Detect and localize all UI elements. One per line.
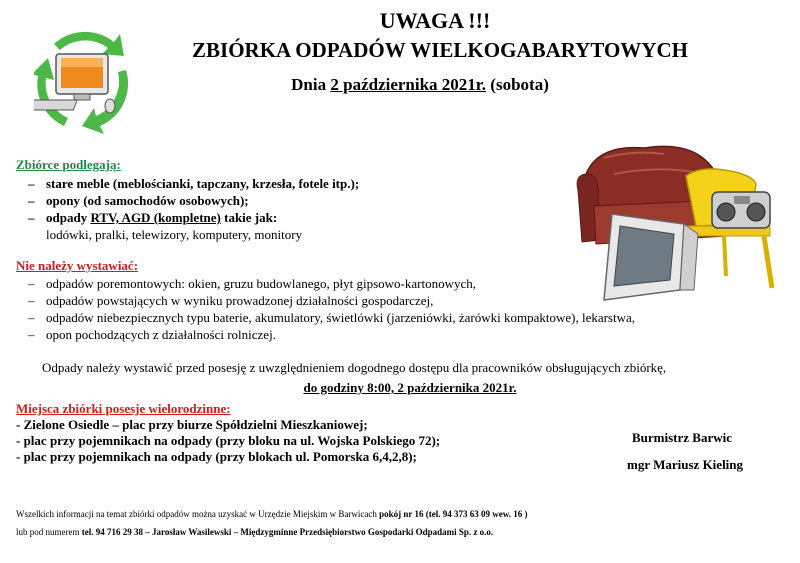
footer-line-1 [16,509,527,519]
date-value: 2 października 2021r. [330,75,487,94]
deadline-text: do godziny 8:00, 2 października 2021r. [303,380,517,395]
list-item: - Zielone Osiedle – plac przy biurze Spółdzielni Mieszkaniowej; [16,417,368,432]
accepted-heading: Zbiórce podlegają: [16,157,121,172]
list-item [28,209,359,226]
accepted-list [28,175,359,243]
footer-line-2 [16,527,493,537]
list-item: – opon pochodzących z działalności rolniczej. [28,326,635,343]
list-item: – stare meble (meblościanki, tapczany, krzesła, fotele itp.); [28,175,359,192]
list-item: - plac przy pojemnikach na odpady (przy bloku na ul. Wojska Polskiego 72); [16,433,441,448]
footer-info-text: Wszelkich informacji na temat zbiórki odpadów można uzyskać w Urzędzie Miejskim w Barwicach [16,509,380,519]
list-item: - plac przy pojemnikach na odpady (przy blokach ul. Pomorska 6,4,2,8); [16,449,417,464]
footer-alt-text: lub pod numerem [16,527,82,537]
rejected-heading: Nie należy wystawiać: [16,258,139,273]
date-suffix: (sobota) [486,75,549,94]
rtv-examples: lodówki, pralki, telewizory, komputery, monitory [46,227,303,242]
signature-name: mgr Mariusz Kieling [627,457,744,472]
date-prefix: Dnia [291,75,331,94]
footer-office-phone: pokój nr 16 (tel. 94 373 63 09 wew. 16 ) [379,509,528,519]
rtv-suffix: takie jak: [220,210,278,225]
rejected-list [28,275,635,343]
collection-date [0,75,800,95]
footer-company-phone: tel. 94 716 29 38 – Jarosław Wasilewski – Międzygminne Przedsiębiorstwo Gospodarki Odpadami Sp. z o.o. [81,527,494,537]
rtv-agd-text: RTV, AGD (kompletne) [90,210,221,225]
locations-list [16,417,440,465]
list-item: – odpadów niebezpiecznych typu baterie, akumulatory, świetlówki (jarzeniówki, żarówki kompaktowe), lekarstwa, [28,309,635,326]
page-subtitle: ZBIÓRKA ODPADÓW WIELKOGABARYTOWYCH [192,38,688,62]
bulky-waste-illustration [574,140,788,302]
list-item: – odpadów poremontowych: okien, gruzu budowlanego, płyt gipsowo-kartonowych, [28,275,635,292]
page-title: UWAGA !!! [379,8,491,33]
list-item: – odpadów powstających w wyniku prowadzonej działalności gospodarczej, [28,292,635,309]
instruction-text: Odpady należy wystawić przed posesję z uwzględnieniem dogodnego dostępu dla pracowników obsługujących zbiórkę, [42,360,667,375]
list-item: – opony (od samochodów osobowych); [28,192,359,209]
locations-heading: Miejsca zbiórki posesje wielorodzinne: [16,401,231,416]
rtv-prefix: odpady [46,210,91,225]
signature-role: Burmistrz Barwic [632,430,733,445]
